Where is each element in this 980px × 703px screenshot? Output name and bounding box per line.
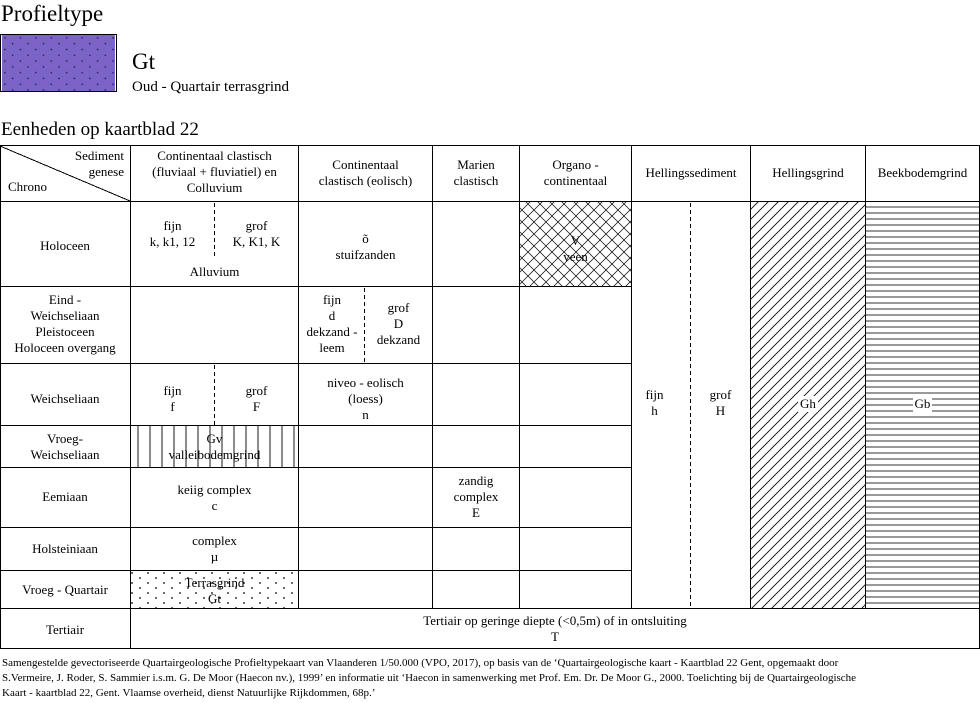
row-header-eind-weichseliaan: Eind - Weichseliaan Pleistoceen Holoceen overgang <box>14 292 116 355</box>
row-header-vroeg-weichseliaan: Vroeg- Weichseliaan <box>30 431 100 462</box>
row-header-holsteiniaan: Holsteiniaan <box>32 541 98 556</box>
cell-hellingsgrind-gh: Gh <box>800 396 816 411</box>
cell-veen: V veen <box>563 233 588 264</box>
col-header-marien: Marien clastisch <box>453 157 499 188</box>
row-header-weichseliaan: Weichseliaan <box>30 391 100 406</box>
col-header-organo: Organo - continentaal <box>543 157 608 188</box>
corner-sediment: Sediment genese <box>74 148 124 179</box>
cell-dekzand-grof: grof D dekzand <box>376 300 421 347</box>
cell-helling-fijn: fijn h <box>645 387 664 418</box>
cell-loess: niveo - eolisch (loess) n <box>327 375 404 422</box>
col-header-beekbodemgrind: Beekbodemgrind <box>877 165 968 180</box>
cell-complex: complex µ <box>192 533 237 564</box>
cell-beekbodemgrind-gb: Gb <box>914 396 931 411</box>
cell-helling-grof: grof H <box>709 387 732 418</box>
cell-holoceen-grof: grof K, K1, K <box>232 218 281 249</box>
page-title: Profieltype <box>1 1 104 26</box>
row-header-eemiaan: Eemiaan <box>42 489 88 504</box>
cell-zandig-complex: zandig complex E <box>453 473 499 520</box>
cell-dekzand-fijn: fijn d dekzand - leem <box>306 292 358 355</box>
cell-alluvium: Alluvium <box>189 264 240 279</box>
source-footnote: Samengestelde gevectoriseerde Quartairgeologische Profieltypekaart van Vlaanderen 1/50.000 (VPO, 2017), op basis van de ‘Quartairgeologische kaart - Kaartblad 22 Gent, opgemaakt door S.Vermeire, J. Roder, S. Sammier i.s.m. G. De Moor (Haecon nv.), 1999’ en informatie uit ‘Haecon in samenwerking met Prof. Em. Dr. De Moor G., 2000. Toelichting bij de Quartairgeologische Kaart - kaartblad 22, Gent. Vlaamse overheid, dienst Natuurlijke Rijkdommen, 68p.’ <box>2 657 857 699</box>
row-header-tertiair: Tertiair <box>45 622 85 637</box>
cell-holoceen-fijn: fijn k, k1, 12 <box>149 218 196 249</box>
section-title: Eenheden op kaartblad 22 <box>1 119 199 140</box>
corner-chrono: Chrono <box>8 179 47 194</box>
col-header-hellingsgrind: Hellingsgrind <box>772 165 844 180</box>
row-header-vroeg-quartair: Vroeg - Quartair <box>22 582 108 597</box>
row-header-holoceen: Holoceen <box>40 238 90 253</box>
cell-valleibodemgrind: Gv valleibodemgrind <box>168 431 261 462</box>
cell-stuifzanden: õ stuifzanden <box>335 231 396 262</box>
col-header-hellingssediment: Hellingssediment <box>645 165 737 180</box>
cell-weichseliaan-grof: grof F <box>245 383 268 414</box>
col-header-continentaal-fluviaal: Continentaal clastisch (fluviaal + fluviatiel) en Colluvium <box>152 148 277 195</box>
cell-terrasgrind: Terrasgrind Gt <box>184 575 245 606</box>
cell-tertiair: Tertiair op geringe diepte (<0,5m) of in ontsluiting T <box>423 613 687 644</box>
cell-weichseliaan-fijn: fijn f <box>163 383 182 414</box>
col-header-continentaal-eolisch: Continentaal clastisch (eolisch) <box>318 157 413 188</box>
profile-description: Oud - Quartair terrasgrind <box>132 79 290 95</box>
profile-code: Gt <box>132 49 155 74</box>
cell-keiig-complex: keiig complex c <box>177 482 252 513</box>
